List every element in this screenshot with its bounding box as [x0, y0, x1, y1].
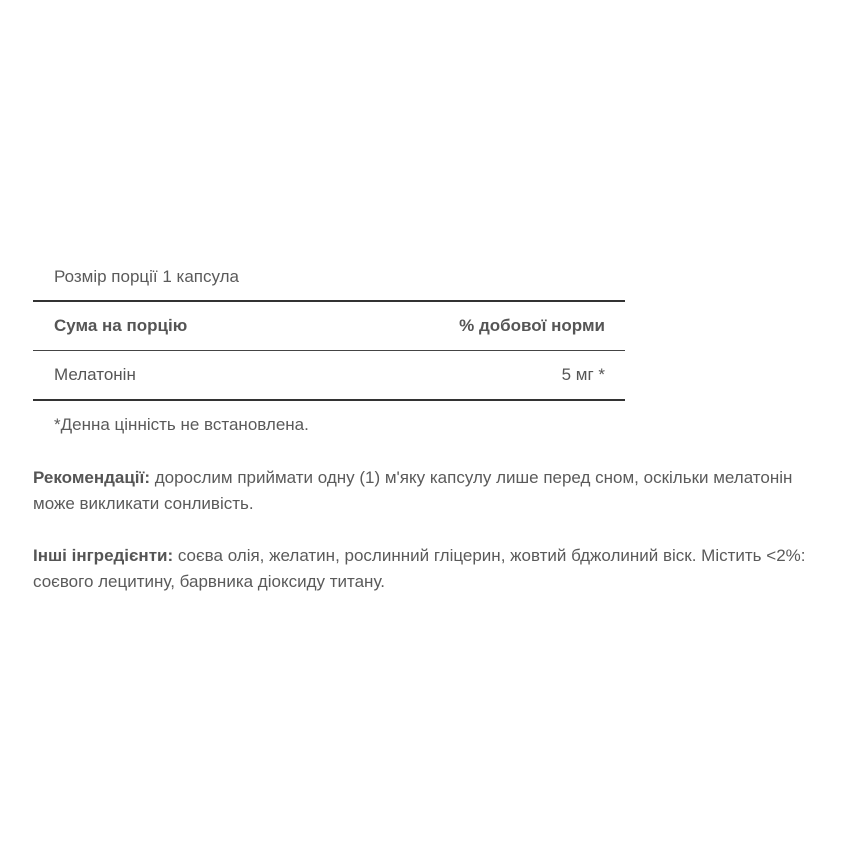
table-header-row — [33, 302, 625, 350]
other-ingredients-text: соєва олія, желатин, рослинний гліцерин, жовтий бджолиний віск. Містить <2%: соєвого лецитину, барвника діоксиду титану. — [33, 546, 806, 591]
daily-value-footnote: *Денна цінність не встановлена. — [54, 415, 309, 434]
table-row — [33, 351, 625, 399]
divider-bottom — [33, 399, 625, 401]
ingredient-amount: 5 мг * — [561, 365, 605, 384]
ingredient-name: Мелатонін — [54, 365, 136, 384]
header-daily-value: % добової норми — [459, 316, 605, 335]
serving-size: Розмір порції 1 капсула — [54, 267, 240, 286]
header-amount-per-serving: Сума на порцію — [54, 316, 188, 335]
other-ingredients-paragraph — [33, 543, 813, 595]
other-ingredients-label: Інші інгредієнти: — [33, 546, 174, 565]
supplement-facts-table — [33, 258, 625, 435]
recommendations-paragraph — [33, 465, 813, 517]
recommendations-text: дорослим приймати одну (1) м'яку капсулу лише перед сном, оскільки мелатонін може викликати сонливість. — [33, 468, 793, 513]
recommendations-label: Рекомендації: — [33, 468, 150, 487]
